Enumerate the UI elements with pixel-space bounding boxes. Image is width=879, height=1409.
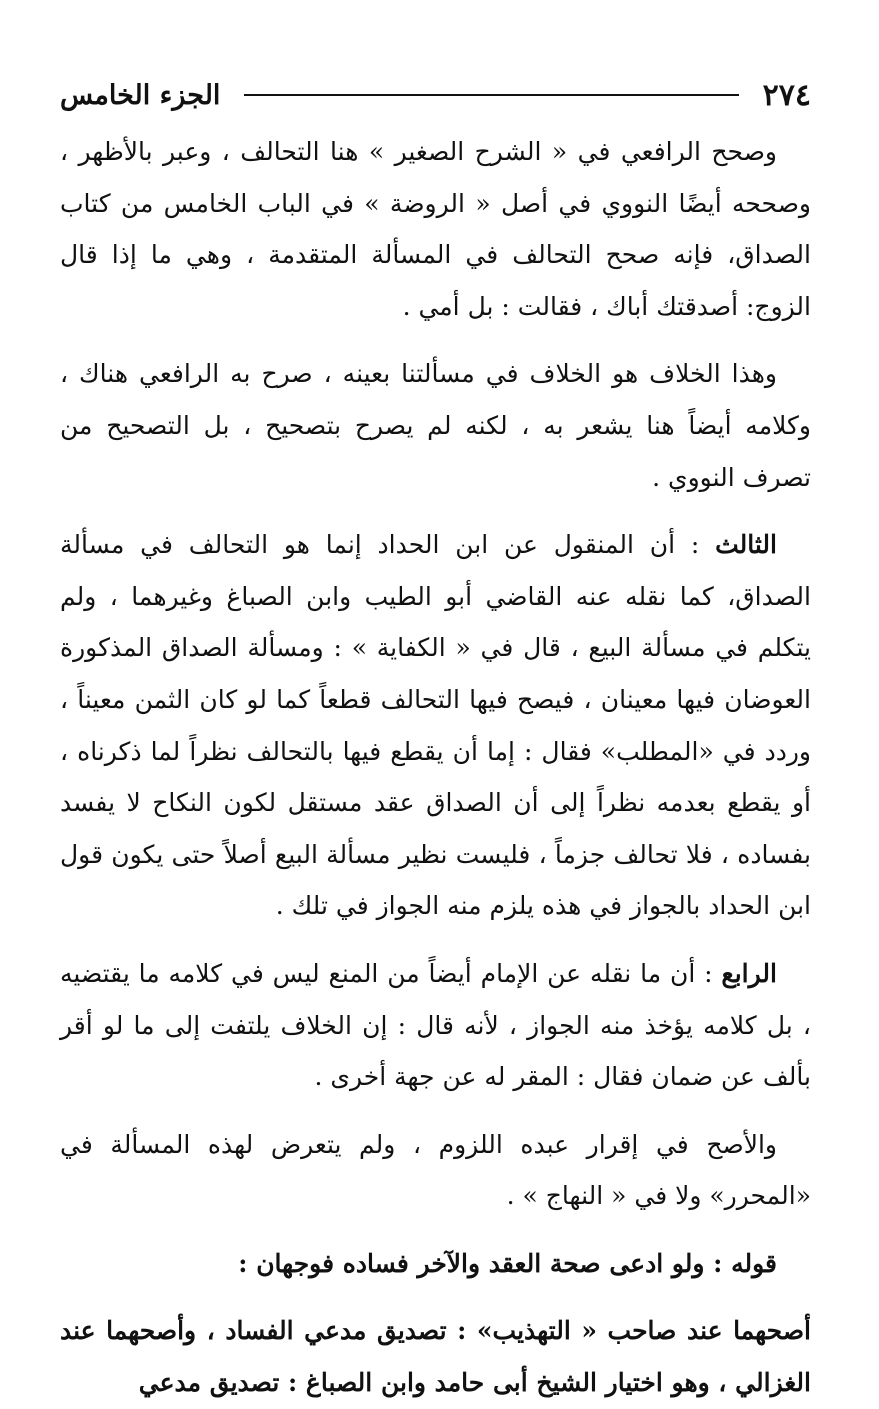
running-title: الجزء الخامس [60, 79, 221, 111]
paragraph-text: وصحح الرافعي في « الشرح الصغير » هنا التحالف ، وعبر بالأظهر ، وصححه أيضًا النووي في أصل « الروضة » في الباب الخامس من كتاب الصداق، فإنه صحح التحالف في المسألة المتقدمة ، وهي ما إذا قال الزوج: أصدقتك أباك ، فقالت : بل أمي . [60, 137, 811, 321]
paragraph-third-point [60, 519, 811, 932]
paragraph-text: : أن المنقول عن ابن الحداد إنما هو التحالف في مسألة الصداق، كما نقله عنه القاضي أبو الطيب وابن الصباغ وغيرهما ، ولم يتكلم في مسألة البيع ، قال في « الكفاية » : ومسألة الصداق المذكورة العوضان فيها معينان ، فيصح فيها التحالف قطعاً كما لو كان الثمن معيناً ، وردد في «المطلب» فقال : إما أن يقطع فيها بالتحالف نظراً لما ذكرناه ، أو يقطع بعدمه نظراً إلى أن الصداق عقد مستقل لكون النكاح لا يفسد بفساده ، فلا تحالف جزماً ، فليست نظير مسألة البيع أصلاً حتى يكون قول ابن الحداد بالجواز في هذه يلزم منه الجواز في تلك . [60, 530, 811, 921]
paragraph-khilaf [60, 348, 811, 503]
point-label-third: الثالث [715, 530, 777, 560]
header-rule [244, 94, 738, 96]
point-label-fourth: الرابع [721, 958, 777, 988]
page-header [60, 72, 811, 118]
paragraph-rafii-sharh [60, 126, 811, 332]
quoted-heading-text: قوله : ولو ادعى صحة العقد والآخر فساده فوجهان : [238, 1248, 777, 1278]
page-number: ٢٧٤ [762, 77, 811, 113]
paragraph-asah [60, 1119, 811, 1222]
paragraph-text: والأصح في إقرار عبده اللزوم ، ولم يتعرض لهذه المسألة في «المحرر» ولا في « النهاج » . [60, 1129, 811, 1211]
paragraph-fourth-point [60, 948, 811, 1103]
page-body [60, 126, 811, 1409]
quoted-heading [60, 1238, 811, 1290]
paragraph-final-bold [60, 1305, 811, 1408]
paragraph-text: وهذا الخلاف هو الخلاف في مسألتنا بعينه ، صرح به الرافعي هناك ، وكلامه أيضاً هنا يشعر به ، لكنه لم يصرح بتصحيح ، بل التصحيح من تصرف النووي . [60, 359, 811, 492]
paragraph-text: أصحهما عند صاحب « التهذيب» : تصديق مدعي الفساد ، وأصحهما عند الغزالي ، وهو اختيار الشيخ أبى حامد وابن الصباغ : تصديق مدعي [60, 1316, 811, 1398]
paragraph-text: : أن ما نقله عن الإمام أيضاً من المنع ليس في كلامه ما يقتضيه ، بل كلامه يؤخذ منه الجواز ، لأنه قال : إن الخلاف يلتفت إلى ما لو أقر بألف عن ضمان فقال : المقر له عن جهة أخرى . [60, 958, 811, 1092]
